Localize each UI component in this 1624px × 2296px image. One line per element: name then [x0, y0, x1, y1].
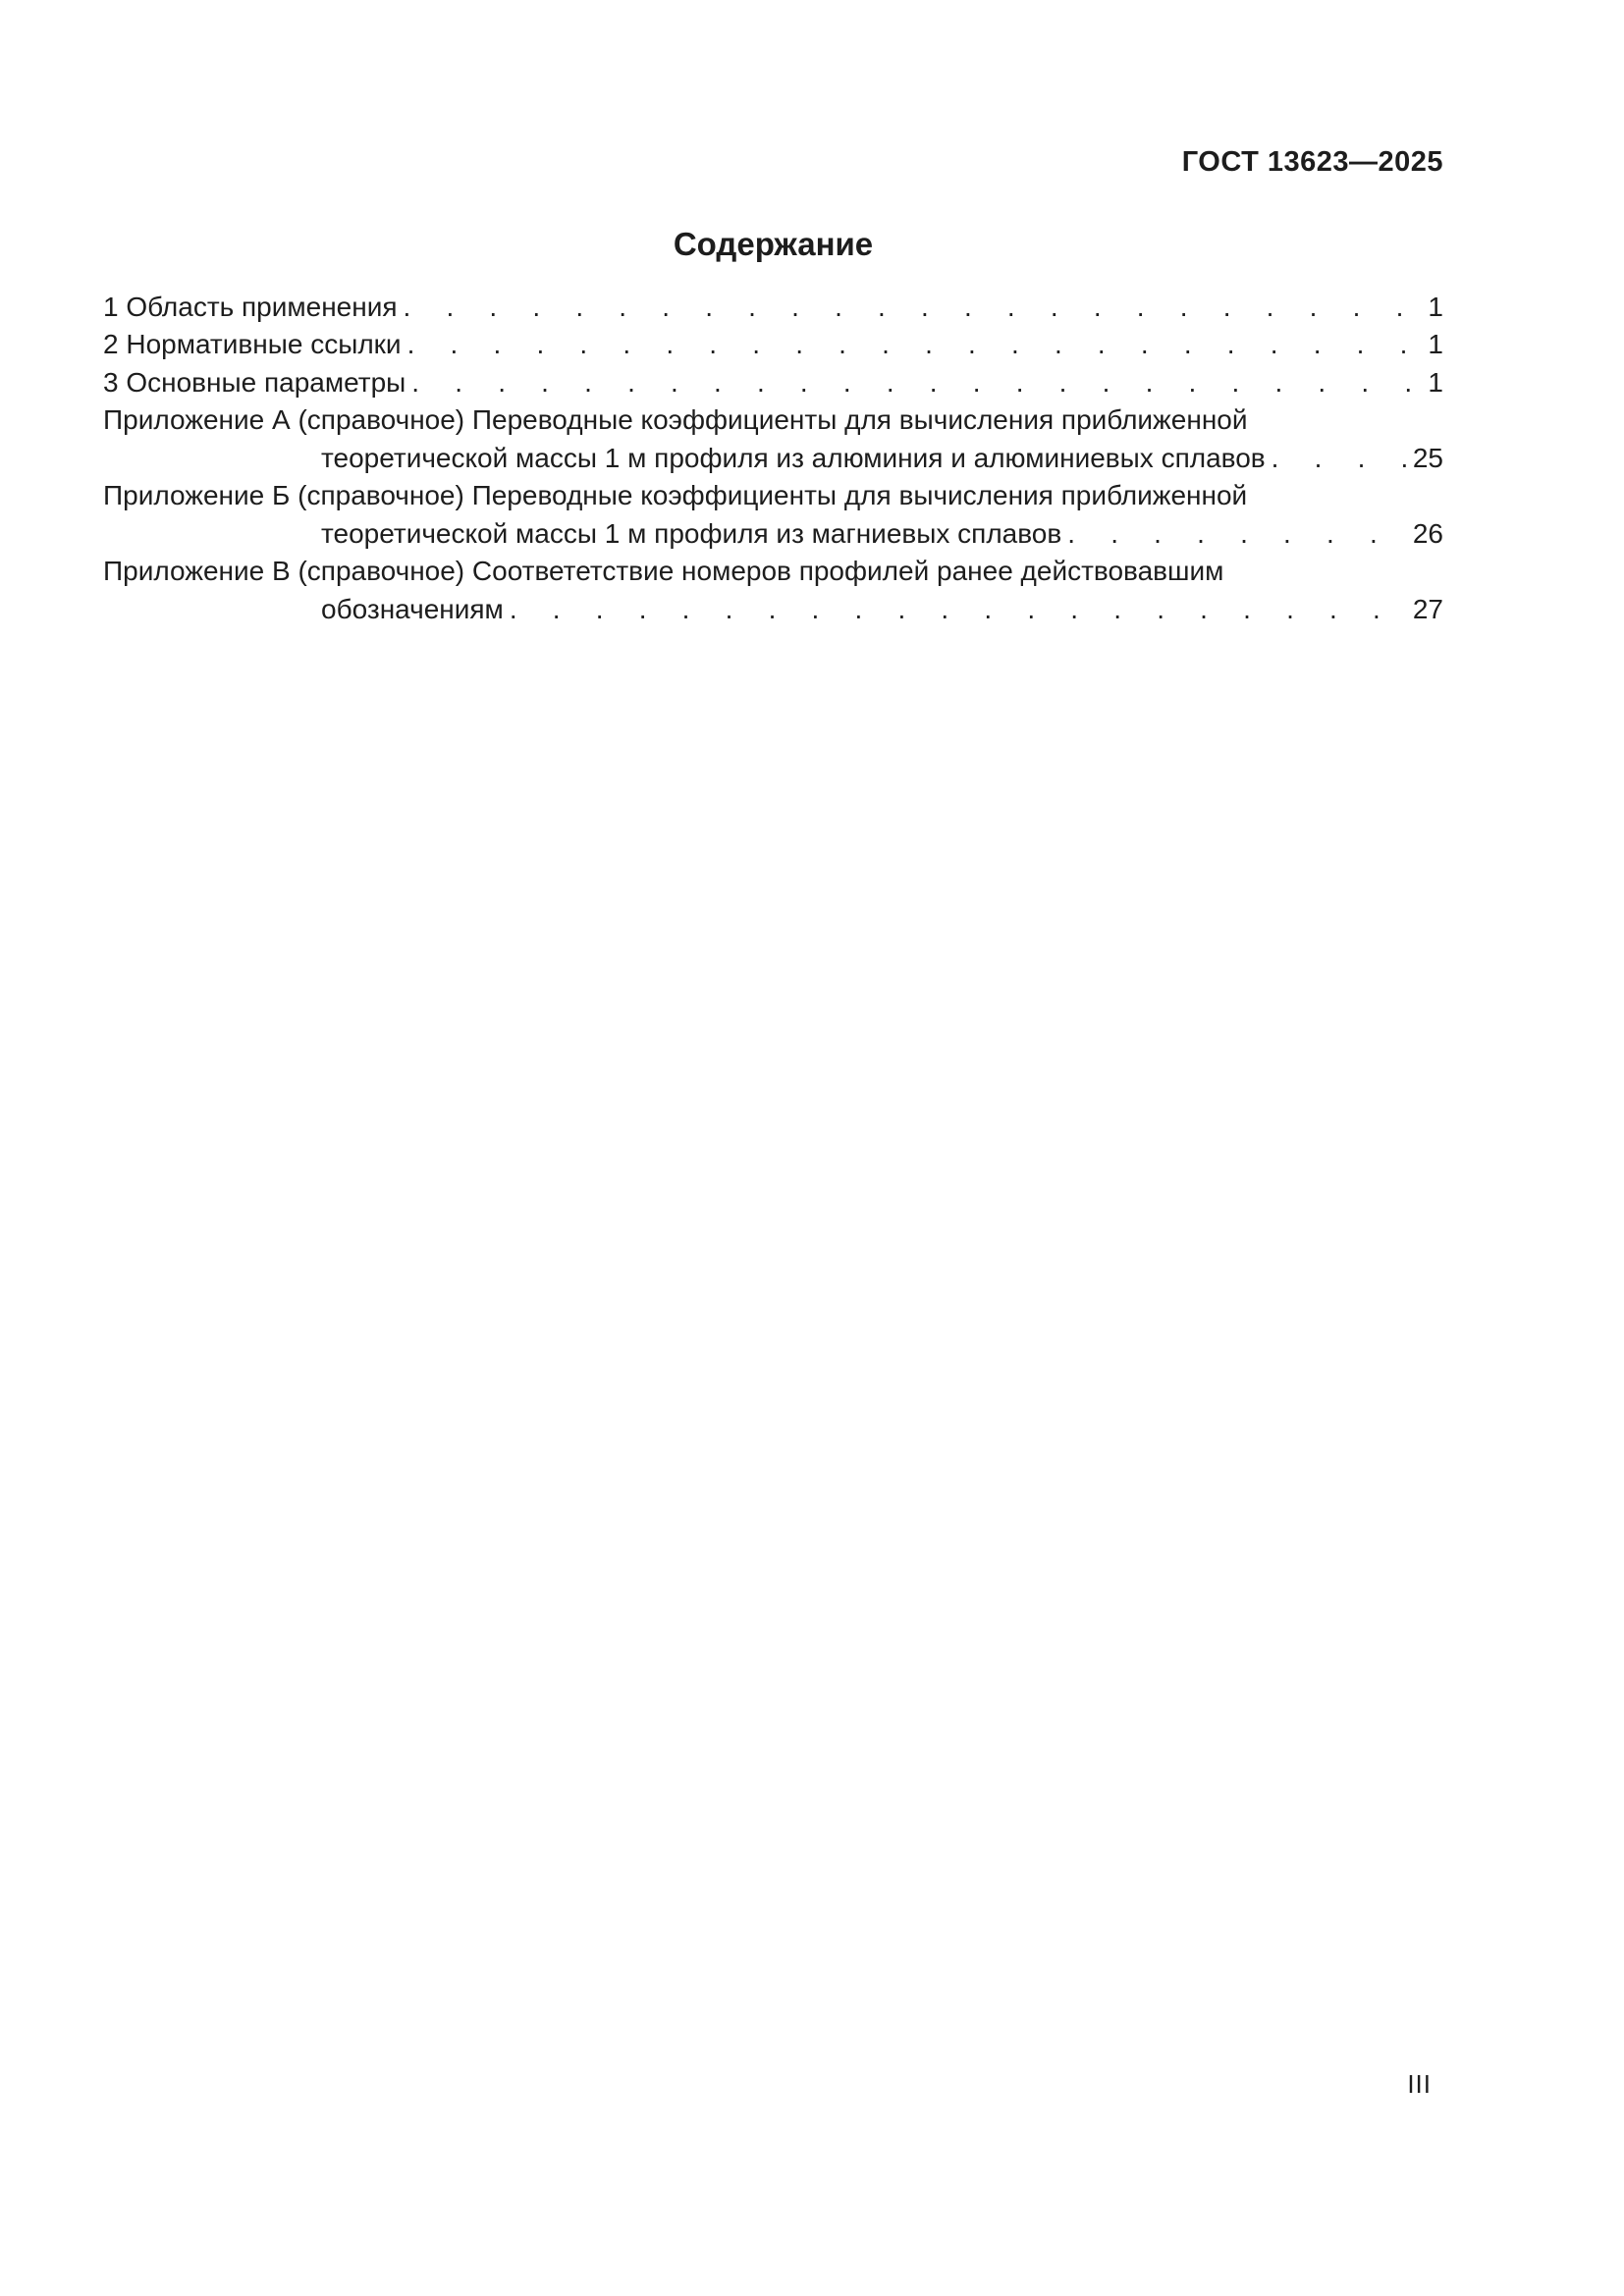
- dot-leader: [510, 591, 1413, 629]
- toc-entry: [103, 477, 1443, 515]
- toc-entry: [103, 515, 1443, 554]
- toc-entry-text: обозначениям: [321, 593, 504, 624]
- dot-leader: [407, 326, 1429, 364]
- document-number-header: ГОСТ 13623—2025: [1181, 146, 1443, 178]
- toc-entry-text: Приложение А (справочное) Переводные коэффициенты для вычисления приближенной: [103, 404, 1248, 436]
- dot-leader: [1272, 440, 1413, 478]
- toc-entry-text: теоретической массы 1 м профиля из магниевых сплавов: [321, 517, 1062, 549]
- toc-entry: [103, 289, 1443, 327]
- dot-leader: [411, 364, 1428, 402]
- toc-entry: [103, 364, 1443, 402]
- toc-entry: [103, 591, 1443, 629]
- toc-page-number: 25: [1412, 442, 1443, 473]
- page-title: Содержание: [673, 225, 874, 262]
- toc-entry: [103, 553, 1443, 591]
- toc-entry: [103, 326, 1443, 364]
- page-number-roman: III: [1407, 2069, 1432, 2099]
- toc-page-number: 27: [1412, 593, 1443, 624]
- toc-entry: [103, 401, 1443, 440]
- toc-entry-text: Приложение В (справочное) Соответетствие номеров профилей ранее действовавшим: [103, 556, 1224, 587]
- toc-entry-text: 3 Основные параметры: [103, 366, 406, 398]
- toc-entry-text: 1 Область применения: [103, 291, 398, 322]
- toc-page-number: 26: [1412, 517, 1443, 549]
- toc-list: [103, 289, 1443, 629]
- toc-page-number: 1: [1428, 366, 1443, 398]
- toc-entry: [103, 440, 1443, 478]
- dot-leader: [1067, 515, 1413, 554]
- toc-page-number: 1: [1428, 291, 1443, 322]
- dot-leader: [404, 289, 1429, 327]
- toc-entry-text: Приложение Б (справочное) Переводные коэффициенты для вычисления приближенной: [103, 480, 1248, 511]
- toc-entry-text: теоретической массы 1 м профиля из алюминия и алюминиевых сплавов: [321, 442, 1266, 473]
- toc-page-number: 1: [1428, 329, 1443, 360]
- toc-entry-text: 2 Нормативные ссылки: [103, 329, 402, 360]
